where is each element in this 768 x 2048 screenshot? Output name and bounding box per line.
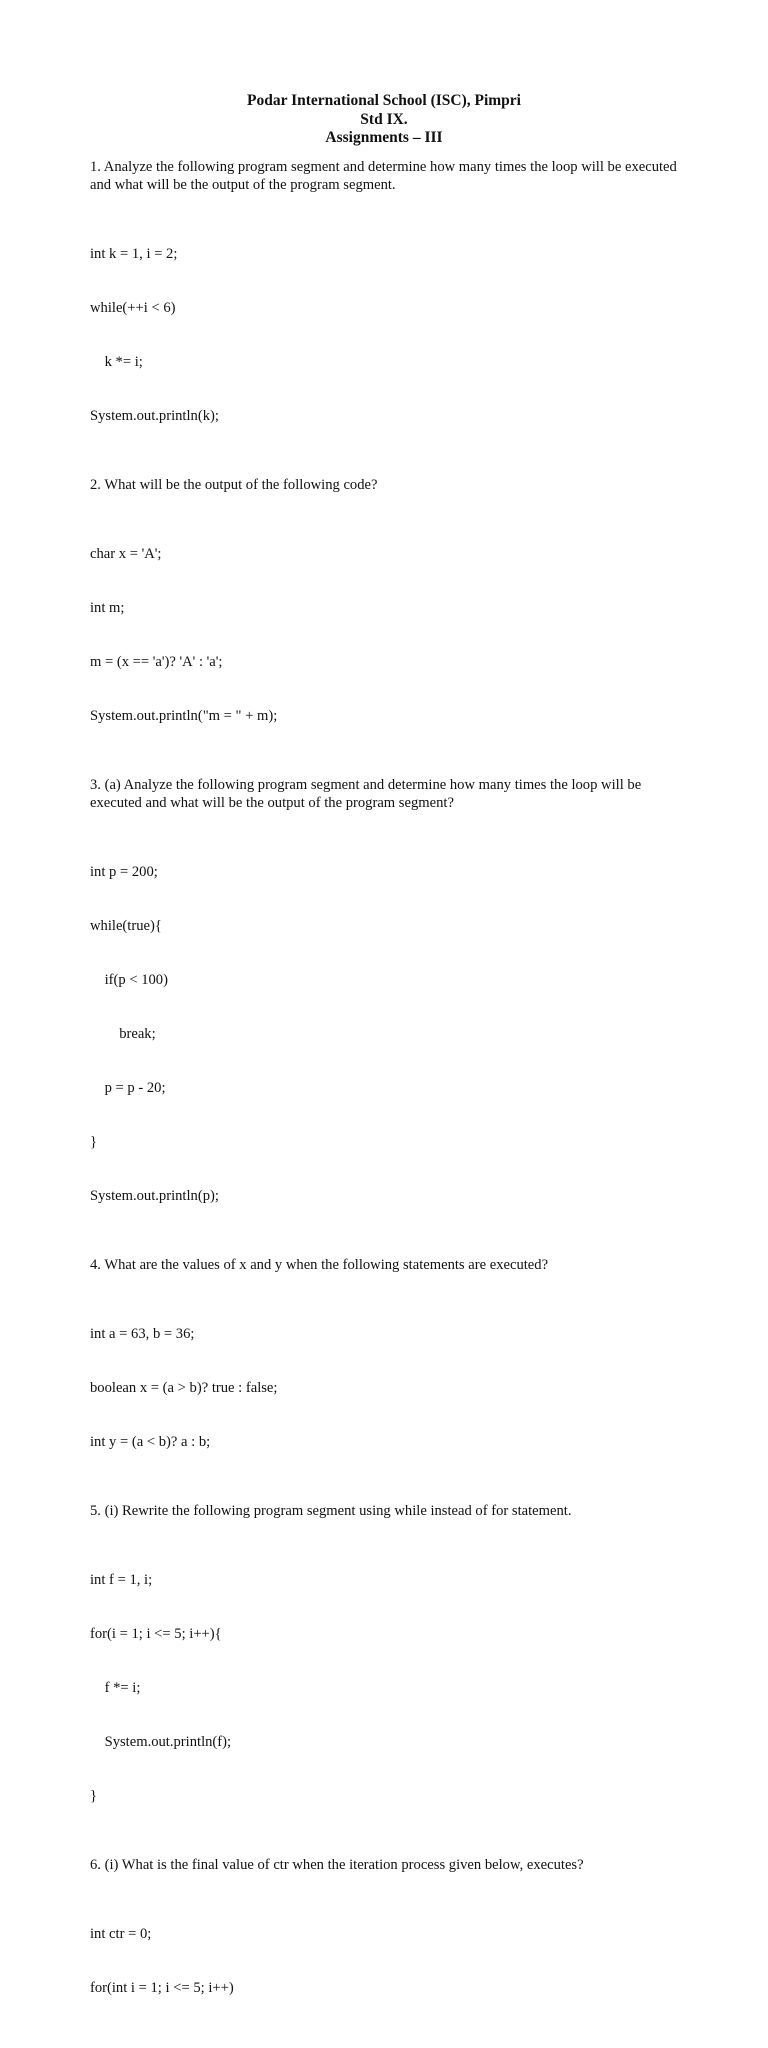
questions-list [90,158,690,2048]
code-line: for(int i = 1; i <= 5; i++) [90,1980,234,1996]
code-line: break; [90,1026,156,1042]
code-line: if(p < 100) [90,972,168,988]
code-block [90,827,690,1241]
code-line: } [90,1134,98,1150]
assignment-title: Assignments – III [325,129,443,146]
code-line: while(true){ [90,918,162,934]
question-2 [90,476,690,761]
question-1 [90,158,690,461]
code-line: } [90,1788,98,1804]
question-text: 2. What will be the output of the following code? [90,477,378,493]
code-line: char x = 'A'; [90,546,162,562]
code-line: System.out.println(f); [90,1734,232,1750]
code-line: while(++i < 6) [90,300,176,316]
question-5 [90,1502,690,1841]
question-6 [90,1856,690,2033]
code-line: System.out.println("m = " + m); [90,708,278,724]
code-line: int m; [90,600,125,616]
code-line: p = p - 20; [90,1080,166,1096]
question-text: 1. Analyze the following program segment and determine how many times the loop will be executed and what will be the output of the program segment. [90,159,677,193]
code-block [90,1889,690,2033]
question-text: 4. What are the values of x and y when the following statements are executed? [90,1257,549,1273]
code-line: k *= i; [90,354,143,370]
code-line: m = (x == 'a')? 'A' : 'a'; [90,654,223,670]
question-4 [90,1256,690,1487]
code-line: int ctr = 0; [90,1926,152,1942]
code-line: int p = 200; [90,864,158,880]
code-block [90,1535,690,1841]
code-line: int y = (a < b)? a : b; [90,1434,211,1450]
code-line: System.out.println(p); [90,1188,219,1204]
code-line: int a = 63, b = 36; [90,1326,195,1342]
school-name: Podar International School (ISC), Pimpri [247,92,521,109]
standard-label: Std IX. [360,110,408,128]
code-line: boolean x = (a > b)? true : false; [90,1380,278,1396]
document-header [0,92,768,148]
code-line: f *= i; [90,1680,141,1696]
code-block [90,509,690,761]
question-3 [90,776,690,1241]
code-line: int k = 1, i = 2; [90,246,178,262]
code-block [90,209,690,461]
question-text: 3. (a) Analyze the following program segment and determine how many times the loop will be executed and what will be the output of the program segment? [90,777,642,811]
code-line: int f = 1, i; [90,1572,153,1588]
code-line: for(i = 1; i <= 5; i++){ [90,1626,222,1642]
question-text: 6. (i) What is the final value of ctr when the iteration process given below, executes? [90,1857,584,1873]
question-text: 5. (i) Rewrite the following program segment using while instead of for statement. [90,1503,572,1519]
code-block [90,1289,690,1487]
code-line: System.out.println(k); [90,408,219,424]
